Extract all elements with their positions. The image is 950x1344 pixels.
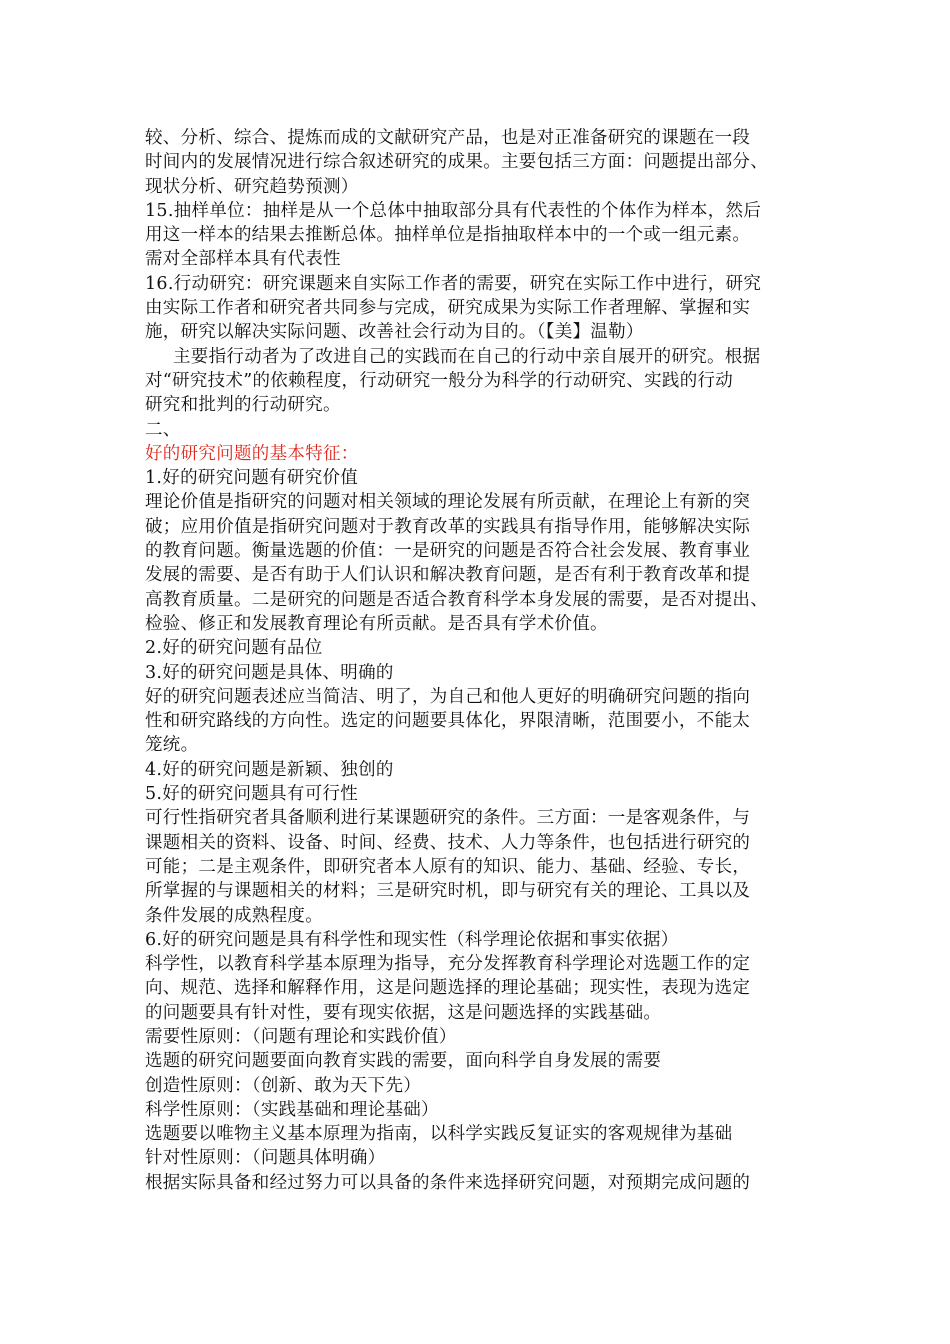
- text-line: 破；应用价值是指研究问题对于教育改革的实践具有指导作用，能够解决实际: [145, 516, 751, 537]
- text-line: 理论价值是指研究的问题对相关领域的理论发展有所贡献，在理论上有新的突: [145, 492, 751, 513]
- text-line: 施，研究以解决实际问题、改善社会行动为目的。（【美】温勒）: [145, 322, 644, 343]
- text-line: 的问题要具有针对性，要有现实依据，这是问题选择的实践基础。: [145, 1002, 662, 1023]
- text-line: 二、: [145, 419, 181, 440]
- text-line: 对“研究技术”的依赖程度，行动研究一般分为科学的行动研究、实践的行动: [145, 370, 734, 391]
- text-line: 16.行动研究：研究课题来自实际工作者的需要，研究在实际工作中进行，研究: [145, 273, 762, 294]
- text-line: 检验、修正和发展教育理论有所贡献。是否具有学术价值。: [145, 613, 608, 634]
- text-line: 的教育问题。衡量选题的价值：一是研究的问题是否符合社会发展、教育事业: [145, 541, 751, 562]
- text-line: 针对性原则：（问题具体明确）: [145, 1148, 386, 1169]
- text-line: 科学性，以教育科学基本原理为指导，充分发挥教育科学理论对选题工作的定: [145, 954, 751, 975]
- text-line: 时间内的发展情况进行综合叙述研究的成果。主要包括三方面：问题提出部分、: [145, 152, 768, 173]
- text-line: 3.好的研究问题是具体、明确的: [145, 662, 394, 683]
- text-line: 选题的研究问题要面向教育实践的需要，面向科学自身发展的需要: [145, 1051, 662, 1072]
- text-line: 可行性指研究者具备顺利进行某课题研究的条件。三方面：一是客观条件，与: [145, 808, 751, 829]
- text-line: 用这一样本的结果去推断总体。抽样单位是指抽取样本中的一个或一组元素。: [145, 225, 751, 246]
- text-line: 根据实际具备和经过努力可以具备的条件来选择研究问题，对预期完成问题的: [145, 1172, 751, 1193]
- text-line: 所掌握的与课题相关的材料；三是研究时机，即与研究有关的理论、工具以及: [145, 881, 751, 902]
- text-line: 发展的需要、是否有助于人们认识和解决教育问题，是否有利于教育改革和提: [145, 565, 751, 586]
- text-line: 主要指行动者为了改进自己的实践而在自己的行动中亲自展开的研究。根据: [173, 346, 761, 367]
- document-page: [145, 126, 815, 1195]
- text-line: 创造性原则：（创新、敢为天下先）: [145, 1075, 422, 1096]
- text-line: 条件发展的成熟程度。: [145, 905, 323, 926]
- text-line: 可能；二是主观条件，即研究者本人原有的知识、能力、基础、经验、专长，: [145, 856, 751, 877]
- text-line: 4.好的研究问题是新颖、独创的: [145, 759, 394, 780]
- section-heading: 好的研究问题的基本特征：: [145, 443, 359, 464]
- text-line: 课题相关的资料、设备、时间、经费、技术、人力等条件，也包括进行研究的: [145, 832, 751, 853]
- text-line: 15.抽样单位：抽样是从一个总体中抽取部分具有代表性的个体作为样本，然后: [145, 200, 762, 221]
- text-line: 科学性原则：（实践基础和理论基础）: [145, 1099, 439, 1120]
- text-line: 性和研究路线的方向性。选定的问题要具体化，界限清晰，范围要小，不能太: [145, 711, 751, 732]
- text-line: 笼统。: [145, 735, 199, 756]
- text-line: 高教育质量。二是研究的问题是否适合教育科学本身发展的需要，是否对提出、: [145, 589, 768, 610]
- text-line: 需对全部样本具有代表性: [145, 249, 341, 270]
- text-line: 2.好的研究问题有品位: [145, 638, 323, 659]
- text-line: 5.好的研究问题具有可行性: [145, 784, 359, 805]
- text-line: 需要性原则：（问题有理论和实践价值）: [145, 1026, 457, 1047]
- text-line: 1.好的研究问题有研究价值: [145, 468, 359, 489]
- text-line: 现状分析、研究趋势预测）: [145, 176, 359, 197]
- text-line: 6.好的研究问题是具有科学性和现实性（科学理论依据和事实依据）: [145, 929, 679, 950]
- text-line: 好的研究问题表述应当简洁、明了，为自己和他人更好的明确研究问题的指向: [145, 686, 751, 707]
- text-line: 由实际工作者和研究者共同参与完成，研究成果为实际工作者理解、掌握和实: [145, 298, 751, 319]
- text-line: 向、规范、选择和解释作用，这是问题选择的理论基础；现实性，表现为选定: [145, 978, 751, 999]
- text-line: 研究和批判的行动研究。: [145, 395, 341, 416]
- text-line: 选题要以唯物主义基本原理为指南，以科学实践反复证实的客观规律为基础: [145, 1124, 733, 1145]
- text-line: 较、分析、综合、提炼而成的文献研究产品，也是对正准备研究的课题在一段: [145, 128, 751, 148]
